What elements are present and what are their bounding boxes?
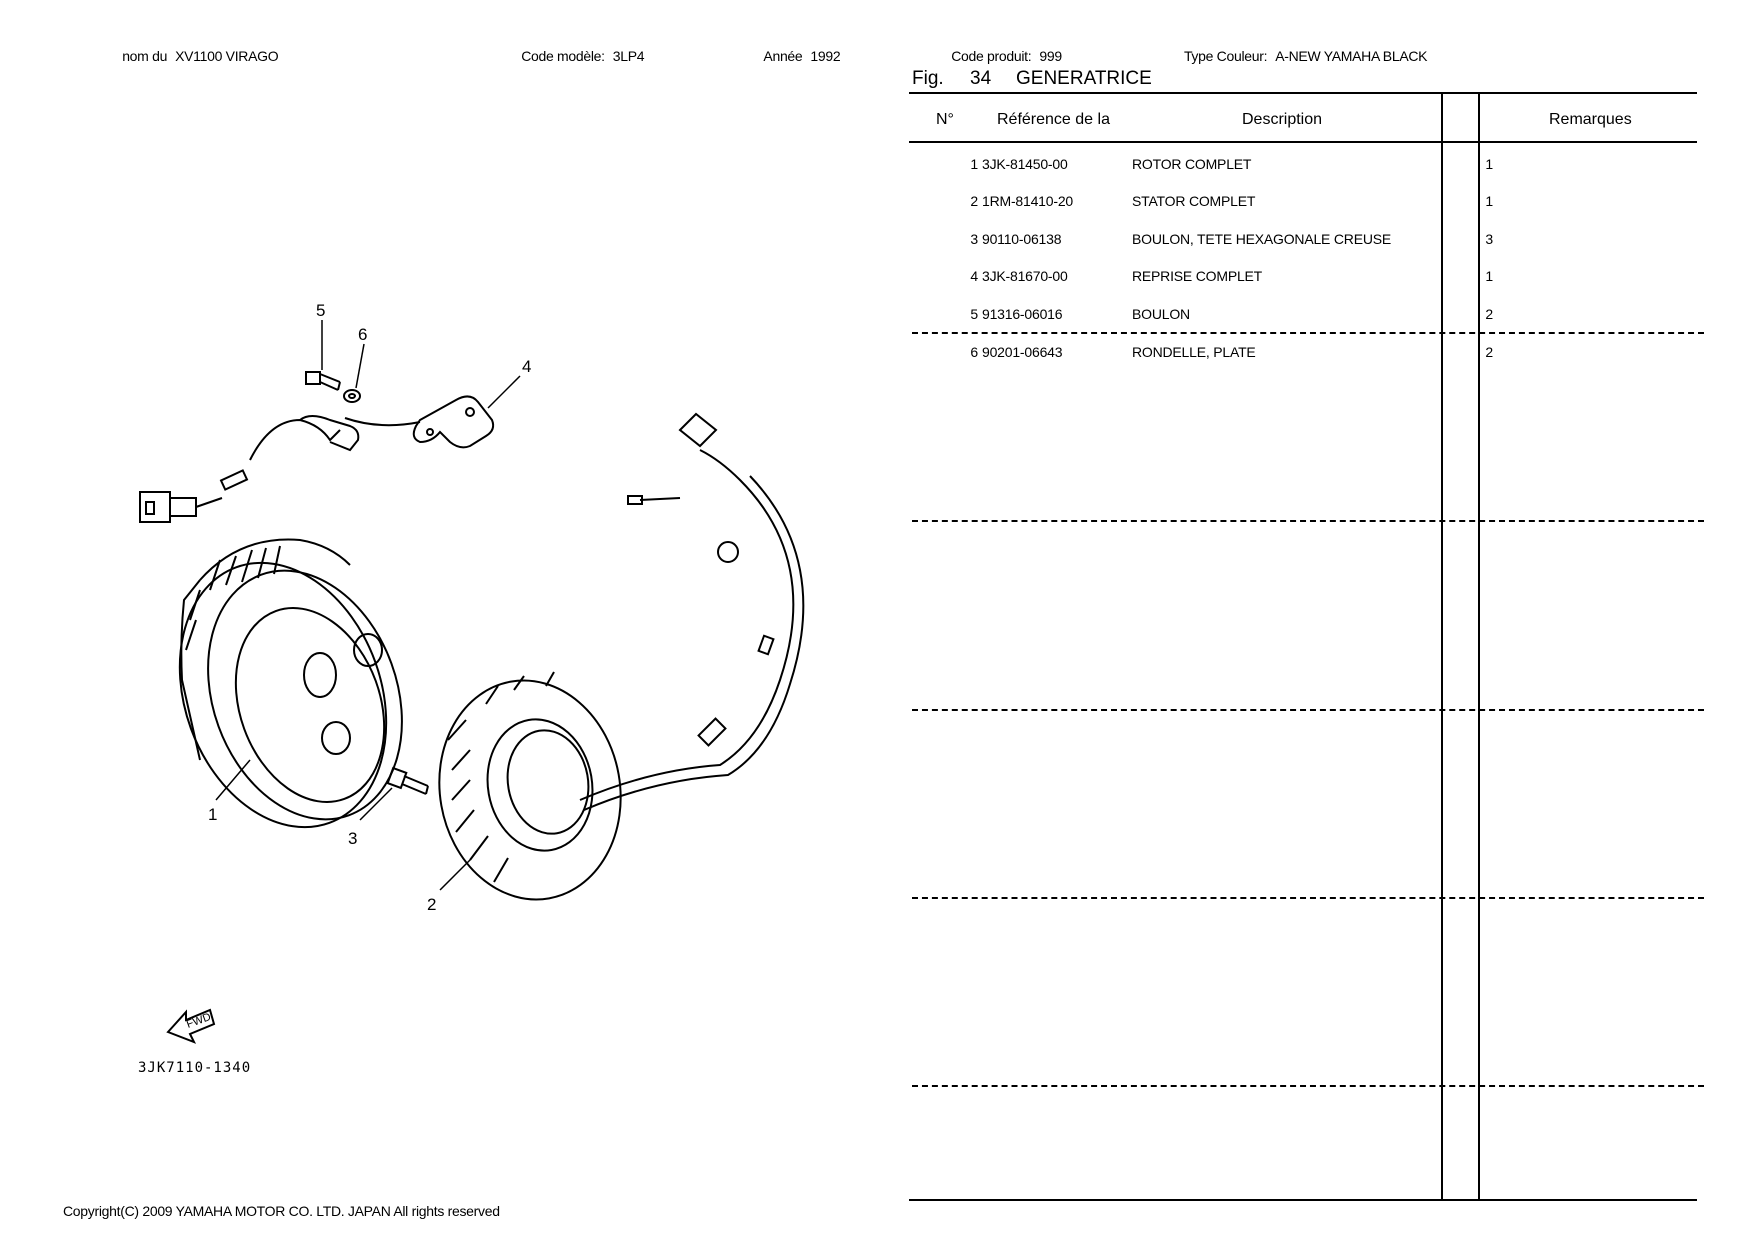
- product-code-value: 999: [1039, 48, 1062, 64]
- washer-icon: [344, 390, 360, 402]
- row-description: BOULON: [1132, 306, 1190, 322]
- row-reference: 3JK-81450-00: [982, 156, 1068, 172]
- row-separator: [912, 332, 1704, 334]
- bolt-icon: [306, 372, 340, 390]
- row-num: 1: [970, 156, 978, 172]
- row-reference: 90110-06138: [982, 231, 1062, 247]
- figure-title: [912, 68, 1152, 90]
- table-header-rule: [909, 141, 1697, 143]
- row-reference: 90201-06643: [982, 344, 1063, 360]
- row-reference: 91316-06016: [982, 306, 1063, 322]
- callout-6: 6: [358, 325, 368, 344]
- row-description: REPRISE COMPLET: [1132, 268, 1263, 284]
- table-bottom-rule: [909, 1199, 1697, 1201]
- row-qty: 2: [1485, 344, 1493, 360]
- row-num: 3: [970, 231, 978, 247]
- figure-number: 34: [970, 68, 992, 89]
- callout-1: 1: [208, 805, 218, 824]
- callout-2: 2: [427, 895, 437, 914]
- table-row: [912, 156, 1704, 176]
- row-qty: 3: [1485, 231, 1493, 247]
- header-year: [757, 32, 840, 64]
- table-row: [912, 268, 1704, 288]
- table-top-rule: [909, 92, 1697, 94]
- row-description: BOULON, TETE HEXAGONALE CREUSE: [1132, 231, 1392, 247]
- row-num: 2: [970, 193, 978, 209]
- row-num: 4: [970, 268, 978, 284]
- model-code-label: Code modèle:: [521, 48, 605, 64]
- row-separator: [912, 1085, 1704, 1087]
- header-product-code: [944, 32, 1062, 64]
- fwd-label: FWD: [184, 1010, 213, 1031]
- figure-label: Fig.: [912, 68, 944, 89]
- copyright-notice: Copyright(C) 2009 YAMAHA MOTOR CO. LTD. JAPAN All rights reserved: [63, 1203, 500, 1219]
- header-description: Description: [1242, 111, 1323, 128]
- figure-name: GENERATRICE: [1016, 68, 1152, 89]
- row-description: STATOR COMPLET: [1132, 193, 1256, 209]
- qty-column-right-rule: [1478, 92, 1480, 1199]
- forward-arrow-icon: [168, 1010, 214, 1042]
- connector-plug-icon: [140, 420, 340, 522]
- callout-5: 5: [316, 301, 326, 320]
- header-model-name: [115, 32, 278, 64]
- row-num: 5: [970, 306, 978, 322]
- row-description: ROTOR COMPLET: [1132, 156, 1252, 172]
- header-color-type: [1177, 32, 1427, 64]
- header-remarks: Remarques: [1549, 111, 1632, 128]
- pickup-coil-icon: [300, 396, 493, 450]
- model-code-value: 3LP4: [612, 48, 645, 64]
- year-label: Année: [763, 48, 803, 64]
- model-name-value: XV1100 VIRAGO: [175, 48, 279, 64]
- stator-harness-icon: [580, 414, 803, 810]
- row-description: RONDELLE, PLATE: [1132, 344, 1256, 360]
- exploded-parts-diagram: [0, 120, 900, 1120]
- callout-3: 3: [348, 829, 358, 848]
- drawing-code: 3JK7110-1340: [138, 1060, 252, 1076]
- row-qty: 1: [1485, 193, 1493, 209]
- row-num: 6: [970, 344, 978, 360]
- year-value: 1992: [810, 48, 841, 64]
- row-reference: 3JK-81670-00: [982, 268, 1068, 284]
- row-qty: 2: [1485, 306, 1493, 322]
- table-row: [912, 231, 1704, 251]
- table-row: [912, 344, 1704, 364]
- row-separator: [912, 897, 1704, 899]
- color-type-label: Type Couleur:: [1183, 48, 1268, 64]
- row-qty: 1: [1485, 268, 1493, 284]
- rotor-icon: [144, 534, 435, 857]
- row-qty: 1: [1485, 156, 1493, 172]
- product-code-label: Code produit:: [951, 48, 1032, 64]
- header-num: N°: [936, 111, 954, 128]
- qty-column-left-rule: [1441, 92, 1443, 1199]
- header-model-code: [514, 32, 644, 64]
- color-type-value: A-NEW YAMAHA BLACK: [1275, 48, 1428, 64]
- table-row: [912, 193, 1704, 213]
- callout-4: 4: [522, 357, 532, 376]
- header-reference: Référence de la: [997, 111, 1110, 128]
- table-row: [912, 306, 1704, 326]
- model-name-label: nom du: [122, 48, 168, 64]
- callout-labels: [208, 301, 531, 914]
- hex-bolt-icon: [388, 768, 428, 794]
- row-separator: [912, 709, 1704, 711]
- row-separator: [912, 520, 1704, 522]
- row-reference: 1RM-81410-20: [982, 193, 1073, 209]
